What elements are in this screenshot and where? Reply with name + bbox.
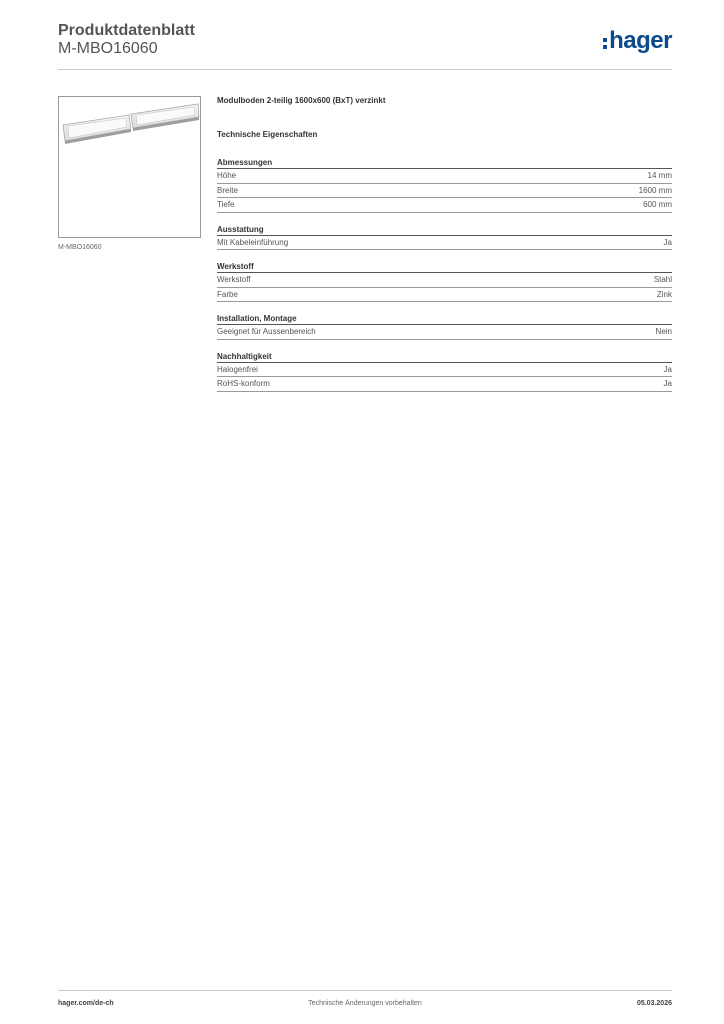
- property-value: Stahl: [653, 275, 672, 284]
- property-label: RoHS-konform: [217, 379, 270, 388]
- property-label: Halogenfrei: [217, 364, 258, 374]
- property-row: [217, 184, 672, 199]
- property-row: [217, 198, 672, 213]
- section-werkstoff: [217, 260, 672, 302]
- section-title: Nachhaltigkeit: [217, 350, 672, 363]
- property-value: 1600 mm: [638, 185, 672, 195]
- property-label: Breite: [217, 185, 238, 195]
- section-installation-montage: [217, 312, 672, 340]
- property-value: 600 mm: [643, 200, 672, 209]
- footer-website-link[interactable]: hager.com/de-ch: [58, 1000, 114, 1007]
- section-title: Ausstattung: [217, 223, 672, 236]
- document-subtitle: M-MBO16060: [58, 40, 158, 57]
- footer-date: 05.03.2026: [636, 1000, 672, 1007]
- property-row: [217, 325, 672, 340]
- property-label: Mit Kabeleinführung: [217, 237, 289, 247]
- property-label: Werkstoff: [217, 275, 251, 284]
- document-title: Produktdatenblatt: [58, 22, 195, 39]
- footer-disclaimer: Technische Änderungen vorbehalten: [308, 1000, 422, 1007]
- section-ausstattung: [217, 223, 672, 251]
- product-image-frame: [58, 96, 201, 238]
- property-value: Zink: [656, 289, 672, 299]
- property-label: Farbe: [217, 289, 238, 299]
- property-label: Geeignet für Aussenbereich: [217, 327, 316, 336]
- modulboden-product-icon: [59, 97, 202, 239]
- property-row: [217, 377, 672, 392]
- section-abmessungen: [217, 156, 672, 213]
- product-title: Modulboden 2-teilig 1600x600 (BxT) verzinkt: [217, 96, 386, 105]
- technical-properties-heading: Technische Eigenschaften: [217, 130, 318, 139]
- property-label: Tiefe: [217, 200, 235, 209]
- property-label: Höhe: [217, 171, 237, 180]
- property-value: Ja: [663, 237, 672, 247]
- product-details: [217, 96, 672, 392]
- hager-logo: [603, 26, 672, 56]
- section-title: Werkstoff: [217, 260, 672, 273]
- property-row: [217, 236, 672, 251]
- property-row: [217, 363, 672, 378]
- property-row: [217, 169, 672, 184]
- section-title: Installation, Montage: [217, 312, 672, 325]
- property-row: [217, 288, 672, 303]
- logo-text: hager: [609, 27, 672, 54]
- property-value: 14 mm: [647, 171, 672, 180]
- property-value: Ja: [663, 364, 672, 374]
- property-value: Ja: [663, 379, 672, 388]
- page-footer: [58, 990, 672, 1014]
- property-row: [217, 273, 672, 288]
- page-header: [58, 20, 672, 70]
- image-caption: M-MBO16060: [58, 244, 102, 251]
- property-value: Nein: [655, 327, 672, 336]
- section-title: Abmessungen: [217, 156, 672, 169]
- logo-dots-icon: [603, 38, 607, 49]
- section-nachhaltigkeit: [217, 350, 672, 392]
